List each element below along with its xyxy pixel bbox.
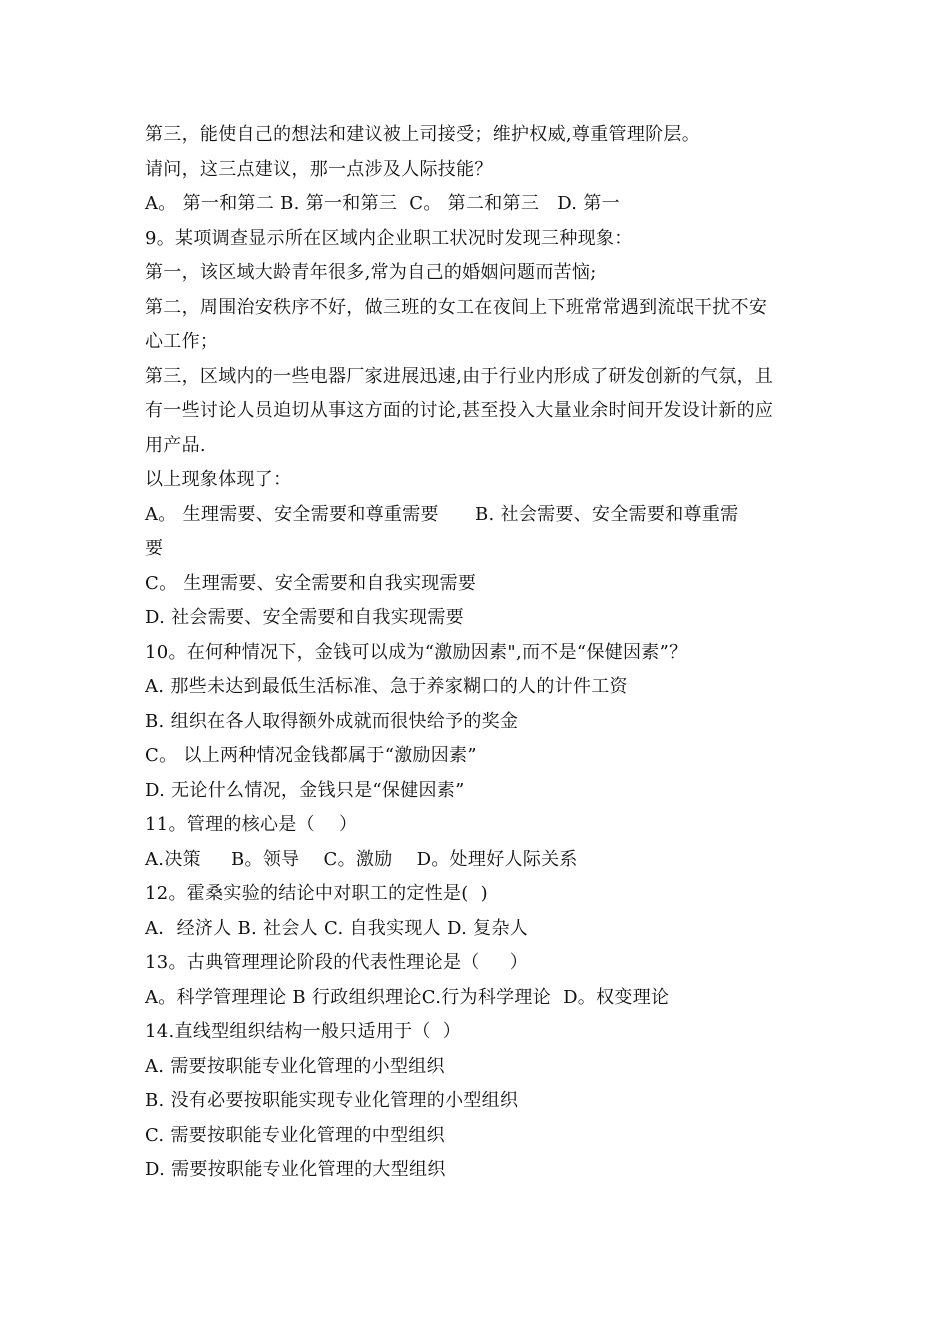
answer-option: A. 那些未达到最低生活标准、急于养家糊口的人的计件工资 — [145, 676, 628, 697]
answer-option: B. 没有必要按职能实现专业化管理的小型组织 — [145, 1090, 519, 1111]
answer-option: D. 无论什么情况，金钱只是“保健因素” — [145, 779, 465, 801]
answer-options: A。 第一和第二 B. 第一和第三 C。 第二和第三 D. 第一 — [145, 193, 620, 214]
answer-options: A。 生理需要、安全需要和尊重需要 B. 社会需要、安全需要和尊重需 — [145, 503, 739, 525]
answer-option: A. 需要按职能专业化管理的小型组织 — [145, 1055, 445, 1077]
question-stem: 请问，这三点建议，那一点涉及人际技能？ — [145, 158, 493, 180]
answer-option: D. 社会需要、安全需要和自我实现需要 — [145, 607, 464, 628]
answer-option: C. 需要按职能专业化管理的中型组织 — [145, 1124, 445, 1146]
answer-options: A．经济人 B. 社会人 C. 自我实现人 D. 复杂人 — [145, 917, 529, 939]
text-line: 第一，该区域大龄青年很多,常为自己的婚姻问题而苦恼; — [145, 262, 597, 283]
answer-option: B. 组织在各人取得额外成就而很快给予的奖金 — [145, 710, 519, 732]
answer-option: D. 需要按职能专业化管理的大型组织 — [145, 1159, 446, 1180]
answer-option: C。 以上两种情况金钱都属于“激励因素” — [145, 745, 477, 766]
question-9-stem: 9。某项调查显示所在区域内企业职工状况时发现三种现象： — [145, 227, 633, 249]
text-line: 心工作； — [145, 331, 219, 352]
answer-options: A。科学管理理论 B 行政组织理论C.行为科学理论 D。权变理论 — [145, 986, 670, 1008]
answer-options: A.决策 B。领导 C。激励 D。处理好人际关系 — [145, 848, 578, 870]
text-line: 第二，周围治安秩序不好，做三班的女工在夜间上下班常常遇到流氓干扰不安 — [145, 296, 768, 318]
answer-options: 要 — [145, 538, 164, 559]
question-14-stem: 14.直线型组织结构一般只适用于（ ） — [145, 1021, 462, 1042]
text-line: 有一些讨论人员迫切从事这方面的讨论,甚至投入大量业余时间开发设计新的应 — [145, 400, 774, 421]
text-line: 第三，区域内的一些电器厂家进展迅速,由于行业内形成了研发创新的气氛，且 — [145, 365, 774, 387]
document-body — [145, 118, 815, 1188]
question-prompt: 以上现象体现了： — [145, 469, 292, 490]
text-line: 用产品. — [145, 434, 206, 456]
answer-option: C。 生理需要、安全需要和自我实现需要 — [145, 572, 477, 594]
question-10-stem: 10。在何种情况下，金钱可以成为“激励因素",而不是“保健因素”？ — [145, 641, 688, 663]
text-line: 第三，能使自己的想法和建议被上司接受；维护权威,尊重管理阶层。 — [145, 124, 701, 145]
question-11-stem: 11。管理的核心是（ ） — [145, 814, 358, 835]
question-13-stem: 13。古典管理理论阶段的代表性理论是（ ） — [145, 952, 529, 973]
question-12-stem: 12。霍桑实验的结论中对职工的定性是( ) — [145, 883, 488, 904]
